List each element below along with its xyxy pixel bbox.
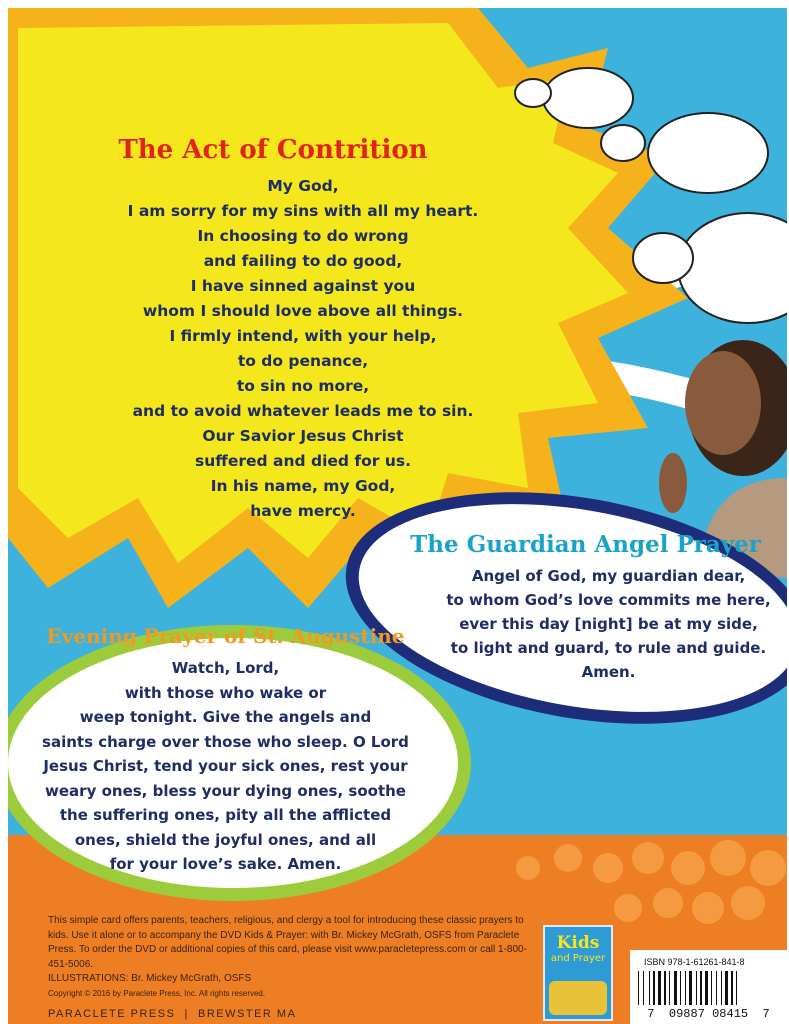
dvd-cover-image bbox=[543, 925, 613, 1021]
barcode-bar bbox=[667, 971, 668, 1005]
prayer-line: have mercy. bbox=[250, 502, 356, 520]
barcode-bar bbox=[653, 971, 655, 1005]
prayer-line: Angel of God, my guardian dear, bbox=[471, 567, 746, 585]
prayer-line: I am sorry for my sins with all my heart. bbox=[127, 202, 479, 220]
illustrations-credit: ILLUSTRATIONS: Br. Mickey McGrath, OSFS bbox=[48, 973, 252, 984]
barcode-bar bbox=[693, 971, 695, 1005]
contrition-title: The Act of Contrition bbox=[118, 135, 428, 165]
contrition-text bbox=[68, 174, 538, 524]
footer-description: This simple card offers parents, teachers, religious, and clergy a tool for introducing these classic prayers to kids. Use it alone or to accompany the DVD Kids & Prayer: with Br. Mickey McGrath, OSFS from Paraclete Press. To order the DVD or additional copies of this card, please visit www.paracletepress.com or call 1-800-451-5006. bbox=[48, 915, 527, 970]
prayer-line: saints charge over those who sleep. O Lord bbox=[42, 732, 409, 751]
barcode-bar bbox=[698, 971, 699, 1005]
barcode-bar bbox=[700, 971, 702, 1005]
prayer-line: with those who wake or bbox=[124, 683, 327, 702]
copyright: Copyright © 2016 by Paraclete Press, Inc. All rights reserved. bbox=[48, 988, 266, 998]
barcode-bar bbox=[651, 971, 652, 1005]
barcode-bar bbox=[725, 971, 728, 1005]
prayer-line: Watch, Lord, bbox=[171, 659, 280, 677]
barcode-bar bbox=[703, 971, 704, 1005]
footer-info bbox=[48, 914, 540, 1000]
barcode-bar bbox=[643, 971, 644, 1005]
prayer-line: weep tonight. Give the angels and bbox=[79, 708, 372, 726]
barcode-bar bbox=[674, 971, 677, 1005]
prayer-line: suffered and died for us. bbox=[195, 452, 411, 470]
prayer-line: to whom God’s love commits me here, bbox=[446, 591, 771, 609]
augustine-text bbox=[23, 656, 428, 877]
barcode-bar bbox=[680, 971, 681, 1005]
barcode-bar bbox=[669, 971, 670, 1005]
barcode-bar bbox=[671, 971, 673, 1005]
prayer-line: I have sinned against you bbox=[190, 277, 416, 295]
barcode-bar bbox=[705, 971, 708, 1005]
prayer-line: In his name, my God, bbox=[210, 477, 396, 495]
barcode-bar bbox=[649, 971, 650, 1005]
prayer-line: Jesus Christ, tend your sick ones, rest your bbox=[43, 757, 408, 775]
prayer-line: My God, bbox=[267, 177, 339, 195]
barcode-bar bbox=[682, 971, 684, 1005]
prayer-line: and to avoid whatever leads me to sin. bbox=[132, 402, 474, 420]
prayer-line: whom I should love above all things. bbox=[142, 302, 464, 320]
barcode-bar bbox=[721, 971, 722, 1005]
barcode-bar bbox=[713, 971, 715, 1005]
barcode-bar bbox=[731, 971, 733, 1005]
prayer-line: to sin no more, bbox=[236, 377, 370, 395]
prayer-line: to light and guard, to rule and guide. bbox=[450, 639, 767, 657]
barcode-bar bbox=[678, 971, 679, 1005]
barcode-bar bbox=[685, 971, 686, 1005]
prayer-line: to do penance, bbox=[237, 352, 369, 370]
prayer-line: weary ones, bless your dying ones, soothe bbox=[45, 781, 406, 800]
barcode bbox=[638, 971, 778, 1005]
barcode-bar bbox=[696, 971, 697, 1005]
prayer-line: I firmly intend, with your help, bbox=[169, 327, 437, 345]
prayer-line: and failing to do good, bbox=[203, 252, 403, 270]
augustine-title: Evening Prayer of St. Augustine bbox=[46, 624, 405, 648]
barcode-bar bbox=[645, 971, 648, 1005]
prayer-line: the suffering ones, pity all the afflicted bbox=[59, 806, 392, 824]
prayer-card-back bbox=[8, 8, 787, 1024]
dvd-subtitle: and Prayer bbox=[550, 953, 606, 964]
prayer-line: Our Savior Jesus Christ bbox=[202, 427, 404, 445]
dvd-cover-art bbox=[549, 981, 607, 1015]
barcode-bar bbox=[664, 971, 666, 1005]
prayer-line: for your love’s sake. Amen. bbox=[109, 855, 342, 873]
barcode-bar bbox=[638, 971, 639, 1005]
barcode-bar bbox=[640, 971, 642, 1005]
barcode-bar bbox=[709, 971, 710, 1005]
prayer-line: ever this day [night] be at my side, bbox=[459, 615, 758, 633]
barcode-bar bbox=[658, 971, 661, 1005]
barcode-bar bbox=[718, 971, 720, 1005]
barcode-bar bbox=[711, 971, 712, 1005]
prayer-line: Amen. bbox=[581, 663, 636, 681]
barcode-bar bbox=[736, 971, 737, 1005]
publisher-line: PARACLETE PRESS | BREWSTER MA bbox=[48, 1008, 297, 1020]
dvd-title: Kids bbox=[556, 933, 600, 953]
prayer-line: In choosing to do wrong bbox=[197, 227, 409, 245]
barcode-bar bbox=[687, 971, 688, 1005]
isbn-label: ISBN 978-1-61261-841-8 bbox=[644, 957, 745, 967]
guardian-text bbox=[436, 564, 781, 684]
guardian-title: The Guardian Angel Prayer bbox=[410, 531, 761, 558]
barcode-bar bbox=[689, 971, 692, 1005]
isbn-barcode bbox=[630, 950, 787, 1024]
barcode-bar bbox=[716, 971, 717, 1005]
prayer-line: ones, shield the joyful ones, and all bbox=[74, 830, 377, 849]
barcode-bar bbox=[738, 971, 740, 1005]
barcode-bar bbox=[729, 971, 730, 1005]
barcode-bar bbox=[734, 971, 735, 1005]
barcode-bar bbox=[723, 971, 724, 1005]
barcode-digits: 7 09887 08415 7 bbox=[647, 1007, 770, 1021]
barcode-bar bbox=[656, 971, 657, 1005]
barcode-bar bbox=[662, 971, 663, 1005]
